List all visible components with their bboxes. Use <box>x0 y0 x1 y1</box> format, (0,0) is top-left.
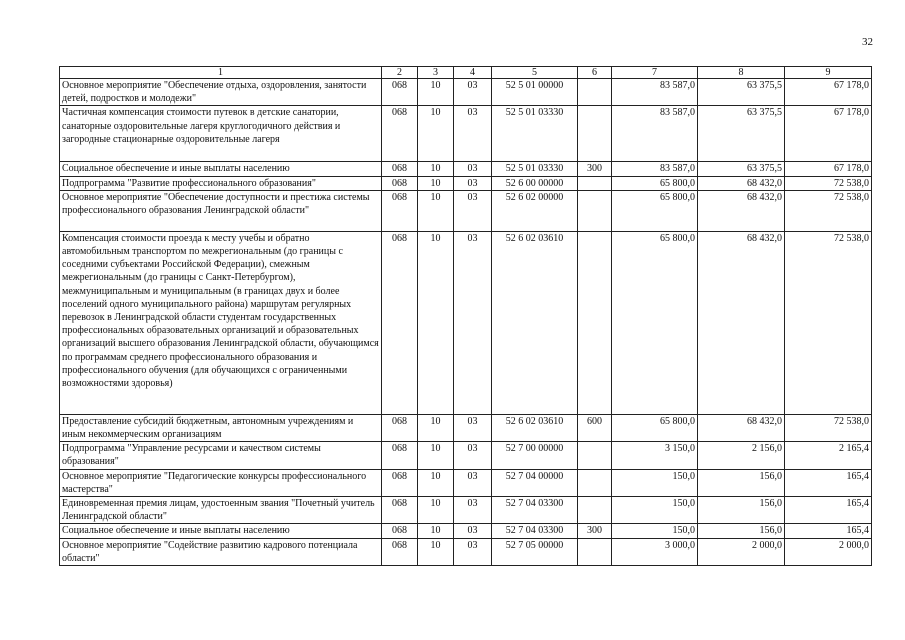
subsection-code: 03 <box>454 162 492 176</box>
target-article: 52 7 04 03300 <box>492 497 578 524</box>
amount-col8: 2 156,0 <box>698 442 785 469</box>
amount-col9: 67 178,0 <box>785 79 872 106</box>
row-name: Подпрограмма "Развитие профессионального образования" <box>60 176 382 190</box>
amount-col7: 65 800,0 <box>612 414 698 441</box>
expense-type <box>578 497 612 524</box>
table-row <box>60 231 872 414</box>
row-name: Предоставление субсидий бюджетным, автономным учреждениям и иным некоммерческим организациям <box>60 414 382 441</box>
section-code: 10 <box>418 231 454 414</box>
amount-col8: 68 432,0 <box>698 231 785 414</box>
amount-col9: 165,4 <box>785 524 872 538</box>
amount-col9: 72 538,0 <box>785 231 872 414</box>
target-article: 52 6 00 00000 <box>492 176 578 190</box>
table-row <box>60 414 872 441</box>
header-cell: 1 <box>60 67 382 79</box>
chapter-code: 068 <box>382 414 418 441</box>
amount-col7: 150,0 <box>612 469 698 496</box>
section-code: 10 <box>418 538 454 565</box>
amount-col9: 72 538,0 <box>785 176 872 190</box>
chapter-code: 068 <box>382 497 418 524</box>
header-cell: 4 <box>454 67 492 79</box>
subsection-code: 03 <box>454 538 492 565</box>
amount-col9: 165,4 <box>785 497 872 524</box>
amount-col8: 156,0 <box>698 469 785 496</box>
row-name: Социальное обеспечение и иные выплаты населению <box>60 524 382 538</box>
amount-col7: 83 587,0 <box>612 162 698 176</box>
amount-col8: 63 375,5 <box>698 162 785 176</box>
table-row <box>60 497 872 524</box>
amount-col9: 72 538,0 <box>785 414 872 441</box>
amount-col7: 83 587,0 <box>612 79 698 106</box>
expense-type <box>578 79 612 106</box>
target-article: 52 5 01 00000 <box>492 79 578 106</box>
subsection-code: 03 <box>454 497 492 524</box>
chapter-code: 068 <box>382 106 418 162</box>
target-article: 52 6 02 03610 <box>492 414 578 441</box>
chapter-code: 068 <box>382 442 418 469</box>
amount-col8: 68 432,0 <box>698 414 785 441</box>
subsection-code: 03 <box>454 442 492 469</box>
header-cell: 8 <box>698 67 785 79</box>
chapter-code: 068 <box>382 190 418 231</box>
chapter-code: 068 <box>382 231 418 414</box>
amount-col7: 150,0 <box>612 497 698 524</box>
amount-col8: 63 375,5 <box>698 79 785 106</box>
expense-type <box>578 106 612 162</box>
amount-col9: 72 538,0 <box>785 190 872 231</box>
amount-col7: 65 800,0 <box>612 176 698 190</box>
chapter-code: 068 <box>382 176 418 190</box>
amount-col7: 65 800,0 <box>612 190 698 231</box>
expense-type <box>578 190 612 231</box>
target-article: 52 7 00 00000 <box>492 442 578 469</box>
expense-type <box>578 442 612 469</box>
amount-col9: 2 165,4 <box>785 442 872 469</box>
table-row <box>60 538 872 565</box>
chapter-code: 068 <box>382 162 418 176</box>
target-article: 52 7 04 00000 <box>492 469 578 496</box>
section-code: 10 <box>418 469 454 496</box>
header-cell: 2 <box>382 67 418 79</box>
target-article: 52 7 04 03300 <box>492 524 578 538</box>
header-cell: 9 <box>785 67 872 79</box>
chapter-code: 068 <box>382 524 418 538</box>
amount-col8: 63 375,5 <box>698 106 785 162</box>
table-row <box>60 162 872 176</box>
subsection-code: 03 <box>454 414 492 441</box>
amount-col7: 150,0 <box>612 524 698 538</box>
chapter-code: 068 <box>382 79 418 106</box>
amount-col8: 68 432,0 <box>698 190 785 231</box>
section-code: 10 <box>418 176 454 190</box>
chapter-code: 068 <box>382 469 418 496</box>
header-cell: 6 <box>578 67 612 79</box>
amount-col8: 68 432,0 <box>698 176 785 190</box>
table-row <box>60 106 872 162</box>
amount-col7: 3 000,0 <box>612 538 698 565</box>
header-cell: 7 <box>612 67 698 79</box>
table-row <box>60 442 872 469</box>
section-code: 10 <box>418 106 454 162</box>
section-code: 10 <box>418 497 454 524</box>
subsection-code: 03 <box>454 190 492 231</box>
amount-col9: 67 178,0 <box>785 106 872 162</box>
target-article: 52 5 01 03330 <box>492 106 578 162</box>
row-name: Основное мероприятие "Обеспечение отдыха, оздоровления, занятости детей, подростков и молодежи" <box>60 79 382 106</box>
target-article: 52 6 02 03610 <box>492 231 578 414</box>
header-cell: 3 <box>418 67 454 79</box>
table-row <box>60 469 872 496</box>
target-article: 52 6 02 00000 <box>492 190 578 231</box>
table-row <box>60 79 872 106</box>
subsection-code: 03 <box>454 106 492 162</box>
row-name: Компенсация стоимости проезда к месту учебы и обратно автомобильным транспортом по межрегиональным (до границы с соседними субъектами Российской Федерации), смежным межрегиональным (до границы с Санкт-Петербургом), межмуниципальным и муниципальным (в границах двух и более поселений одного муниципального района) маршрутам регулярных перевозок в Ленинградской области студентам государственных профессиональных образовательных организаций и образовательных организаций высшего образования Ленинградской области, обучающимся по программам среднего профессионального образования и профессионального обучения (для обучающихся с ограниченными возможностями здоровья) <box>60 231 382 414</box>
section-code: 10 <box>418 414 454 441</box>
subsection-code: 03 <box>454 231 492 414</box>
expense-type <box>578 538 612 565</box>
expense-type <box>578 231 612 414</box>
expense-type: 300 <box>578 162 612 176</box>
row-name: Частичная компенсация стоимости путевок в детские санатории, санаторные оздоровительные лагеря круглогодичного действия и загородные стационарные оздоровительные лагеря <box>60 106 382 162</box>
section-code: 10 <box>418 524 454 538</box>
table-row <box>60 190 872 231</box>
section-code: 10 <box>418 190 454 231</box>
amount-col9: 165,4 <box>785 469 872 496</box>
row-name: Основное мероприятие "Обеспечение доступности и престижа системы профессионального образования Ленинградской области" <box>60 190 382 231</box>
expense-type <box>578 176 612 190</box>
amount-col8: 156,0 <box>698 497 785 524</box>
table-row <box>60 524 872 538</box>
expense-type: 300 <box>578 524 612 538</box>
amount-col9: 67 178,0 <box>785 162 872 176</box>
header-cell: 5 <box>492 67 578 79</box>
amount-col7: 3 150,0 <box>612 442 698 469</box>
row-name: Социальное обеспечение и иные выплаты населению <box>60 162 382 176</box>
section-code: 10 <box>418 162 454 176</box>
row-name: Основное мероприятие "Содействие развитию кадрового потенциала области" <box>60 538 382 565</box>
target-article: 52 5 01 03330 <box>492 162 578 176</box>
row-name: Единовременная премия лицам, удостоенным звания "Почетный учитель Ленинградской области" <box>60 497 382 524</box>
section-code: 10 <box>418 442 454 469</box>
amount-col8: 156,0 <box>698 524 785 538</box>
chapter-code: 068 <box>382 538 418 565</box>
section-code: 10 <box>418 79 454 106</box>
page-number: 32 <box>862 36 873 48</box>
amount-col7: 83 587,0 <box>612 106 698 162</box>
header-row <box>60 67 872 79</box>
amount-col7: 65 800,0 <box>612 231 698 414</box>
amount-col8: 2 000,0 <box>698 538 785 565</box>
subsection-code: 03 <box>454 524 492 538</box>
subsection-code: 03 <box>454 469 492 496</box>
target-article: 52 7 05 00000 <box>492 538 578 565</box>
expense-type: 600 <box>578 414 612 441</box>
subsection-code: 03 <box>454 176 492 190</box>
row-name: Подпрограмма "Управление ресурсами и качеством системы образования" <box>60 442 382 469</box>
amount-col9: 2 000,0 <box>785 538 872 565</box>
subsection-code: 03 <box>454 79 492 106</box>
budget-table <box>59 66 872 566</box>
table-row <box>60 176 872 190</box>
row-name: Основное мероприятие "Педагогические конкурсы профессионального мастерства" <box>60 469 382 496</box>
expense-type <box>578 469 612 496</box>
